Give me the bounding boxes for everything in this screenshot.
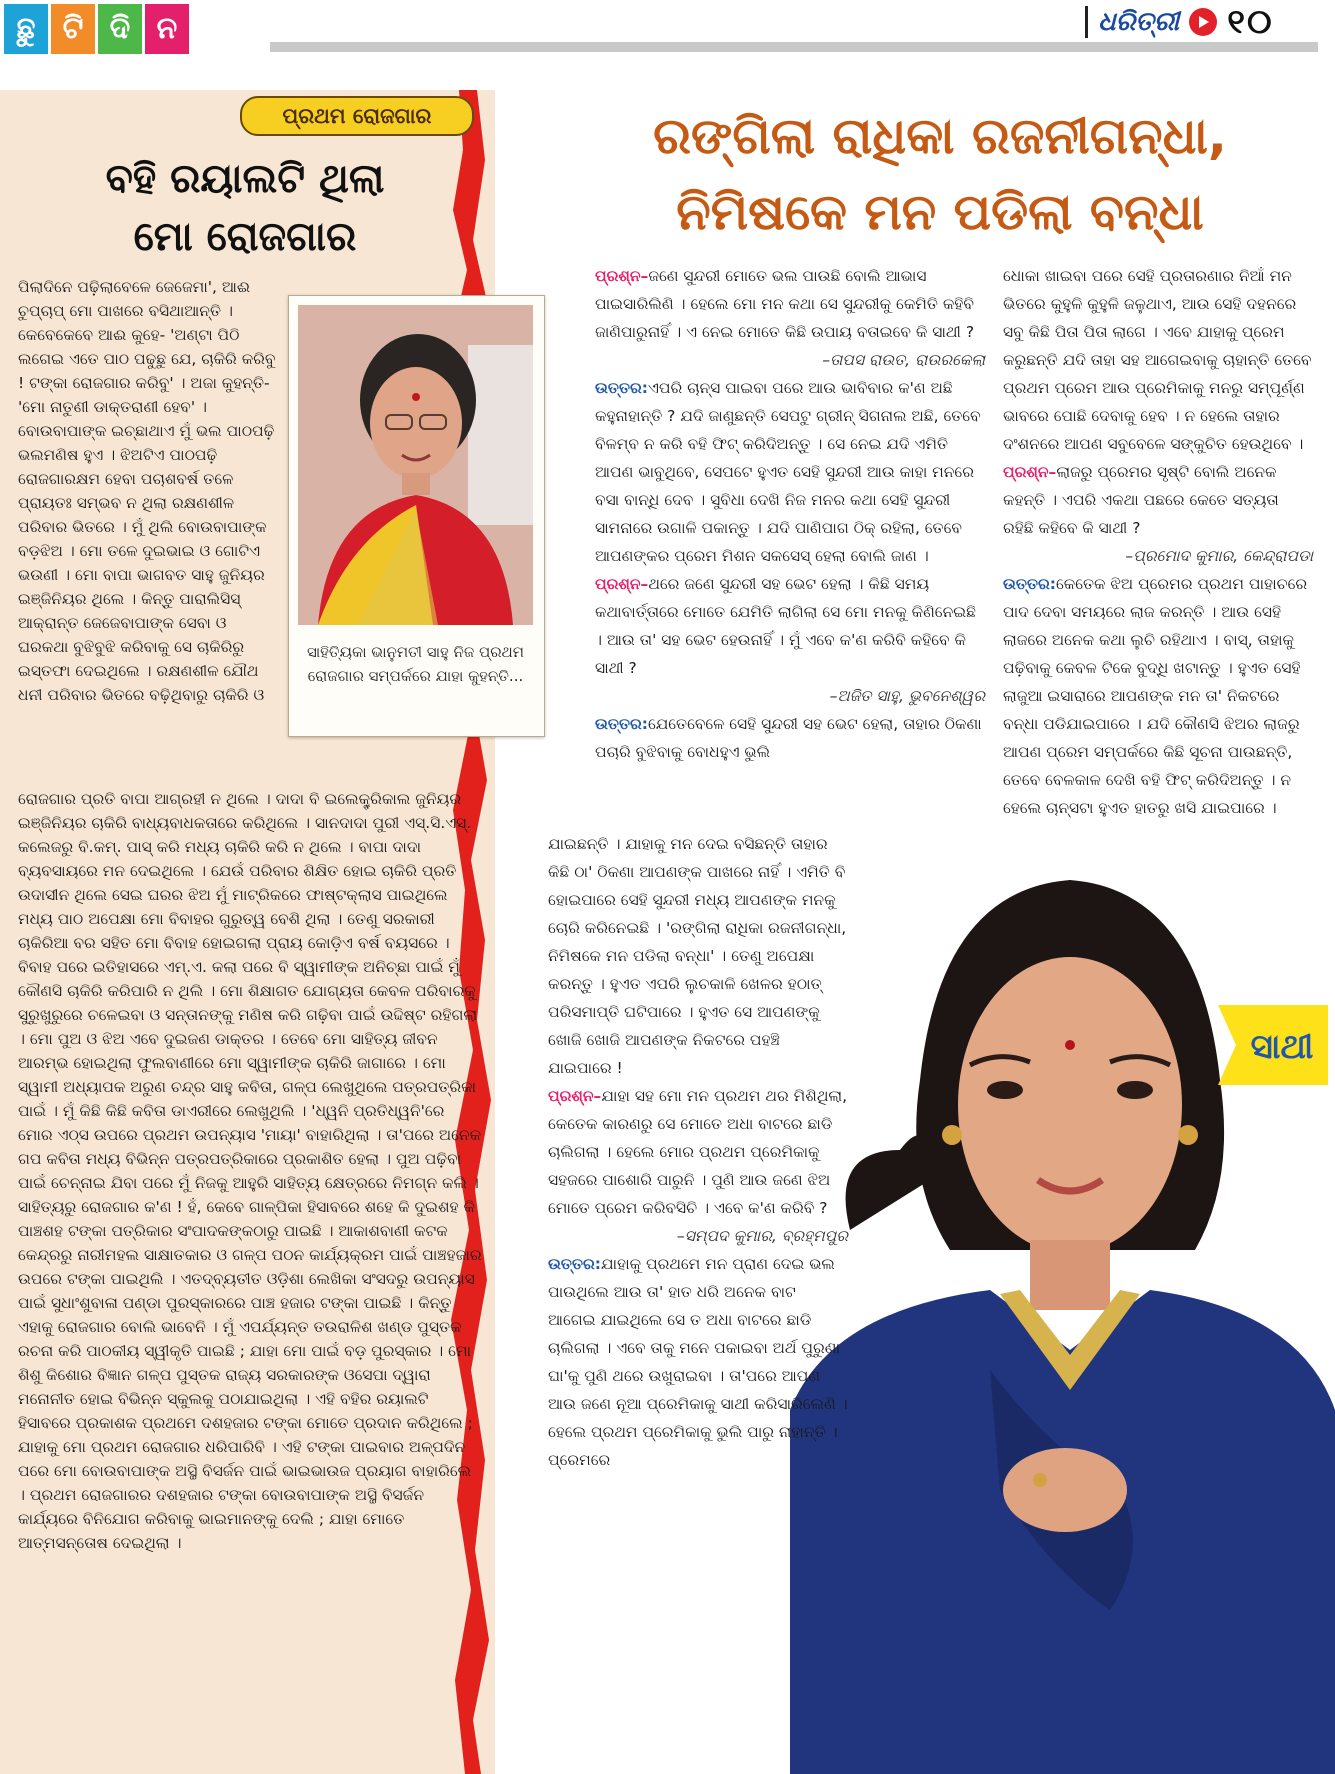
question-text: ଜଣେ ସୁନ୍ଦରୀ ମୋତେ ଭଲ ପାଉଛି ବୋଲି ଆଭାସ ପାଇସାରିଲିଣି । ହେଲେ ମୋ ମନ କଥା ସେ ସୁନ୍ଦରୀକୁ କେମିତି କହିବି ଜାଣିପାରୁନାହିଁ । ଏ ନେଇ ମୋତେ କିଛି ଉପାୟ ବତାଇବେ କି ସାଥୀ ? [595, 267, 975, 341]
header-rule [270, 42, 1318, 52]
answer-text: ଯାହାକୁ ପ୍ରଥମେ ମନ ପ୍ରାଣ ଦେଇ ଭଲ ପାଉଥିଲେ ଆଉ ତା' ହାତ ଧରି ଅନେକ ବାଟ ଆଗେଇ ଯାଇଥିଲେ ସେ ତ ଅଧା ବାଟରେ ଛାଡି ଚାଲିଗଲା । ଏବେ ତାକୁ ମନେ ପକାଇବା ଅର୍ଥ ପୁରୁଣା ଘା'କୁ ପୁଣି ଥରେ ଉଖୁରାଇବା । ତା'ପରେ ଆପଣ ଆଉ ଜଣେ ନୂଆ ପ୍ରେମିକାକୁ ସାଥୀ କରିସାରିଲେଣି । ହେଲେ ପ୍ରଥମ ପ୍ରେମିକାକୁ ଭୁଲି ପାରୁ ନାହାନ୍ତି । ପ୍ରେମରେ [548, 1255, 848, 1469]
answer-continuation: ଧୋକା ଖାଇବା ପରେ ସେହି ପ୍ରତାରଣାର ନିଆଁ ମନ ଭିତରେ କୁହୁଳି କୁହୁଳି ଜଳୁଥାଏ, ଆଉ ସେହି ଦହନରେ ସବୁ କିଛି ପିତା ପିତା ଲାଗେ । ଏବେ ଯାହାକୁ ପ୍ରେମ କରୁଛନ୍ତି ଯଦି ତାହା ସହ ଆଗେଇବାକୁ ଚାହାନ୍ତି ତେବେ ପ୍ରଥମ ପ୍ରେମ ଆଉ ପ୍ରେମିକାକୁ ମନରୁ ସମ୍ପୂର୍ଣ୍ଣ ଭାବରେ ପୋଛି ଦେବାକୁ ହେବ । ନ ହେଲେ ତାହାର ଦଂଶନରେ ଆପଣ ସବୁବେଳେ ସଙ୍କୁଚିତ ହେଉଥିବେ । [1003, 267, 1312, 453]
question-label: ପ୍ରଶ୍ନ– [1003, 463, 1057, 481]
qa-column [1003, 262, 1313, 822]
answer-label: ଉତ୍ତର: [595, 379, 648, 397]
question-signature: –ସମ୍ପଦ କୁମାର, ବ୍ରହ୍ମପୁର [676, 1227, 848, 1245]
answer-label: ଉତ୍ତର: [548, 1255, 601, 1273]
brand-logo: ଧରିତ୍ରୀ [1098, 6, 1180, 37]
question-text: ଲାଜରୁ ପ୍ରେମର ସୃଷ୍ଟି ବୋଲି ଅନେକ କହନ୍ତି । ଏପରି ଏକଥା ପଛରେ କେତେ ସତ୍ୟତା ରହିଛି କହିବେ କି ସାଥୀ ? [1003, 463, 1279, 537]
qa-column [595, 262, 985, 766]
question [548, 1082, 848, 1222]
answer [548, 1250, 848, 1474]
question [595, 570, 985, 682]
play-icon [1189, 8, 1217, 36]
main-headline-line: ନିମିଷକେ ମନ ପଡିଲା ବନ୍ଧା [676, 183, 1204, 241]
qa-column [548, 830, 848, 1474]
answer-label: ଉତ୍ତର: [1003, 575, 1056, 593]
brand-separator [1085, 6, 1088, 38]
section-tile: ଦି [98, 4, 142, 54]
portrait-caption: ସାହିତ୍ୟିକା ଭାନୁମତୀ ସାହୁ ନିଜ ପ୍ରଥମ ରୋଜଗାର ସମ୍ପର୍କରେ ଯାହା କୁହନ୍ତି... [306, 643, 524, 685]
answer [1003, 570, 1313, 822]
answer [595, 710, 985, 766]
question-label: ପ୍ରଶ୍ନ– [548, 1087, 602, 1105]
question-text: ଯାହା ସହ ମୋ ମନ ପ୍ରଥମ ଥର ମିଶିଥିଲା, କେତେକ କାରଣରୁ ସେ ମୋତେ ଅଧା ବାଟରେ ଛାଡି ଚାଲିଗଲା । ହେଲେ ମୋର ପ୍ରଥମ ପ୍ରେମିକାକୁ ସହଜରେ ପାଶୋରି ପାରୁନି । ପୁଣି ଆଉ ଜଣେ ଝିଅ ମୋତେ ପ୍ରେମ କରିବସିଚି । ଏବେ କ'ଣ କରିବି ? [548, 1087, 848, 1217]
author-portrait [298, 305, 533, 625]
question-signature: –ଅଜିତ ସାହୁ, ଭୁବନେଶ୍ୱର [829, 687, 985, 705]
answer [595, 374, 985, 570]
answer-text: ଏପରି ଚାନ୍ସ ପାଇବା ପରେ ଆଉ ଭାବିବାର କ'ଣ ଅଛି କହୁନାହାନ୍ତି ? ଯଦି ଜାଣୁଛନ୍ତି ସେପଟୁ ଗ୍ରୀନ୍ ସିଗନାଲ ଅଛି, ତେବେ ବିଳମ୍ବ ନ କରି ବହି ଫିଟ୍ କରିଦିଅନ୍ତୁ । ସେ ନେଇ ଯଦି ଏମିତି ଆପଣ ଭାବୁଥିବେ, ସେପଟେ ହୁଏତ ସେହି ସୁନ୍ଦରୀ ଆଉ କାହା ମନରେ ବସା ବାନ୍ଧି ଦେବ । ସୁବିଧା ଦେଖି ନିଜ ମନର କଥା ସେହି ସୁନ୍ଦରୀ ସାମନାରେ ଉଗାଳି ପକାନ୍ତୁ । ଯଦି ପାଣିପାଗ ଠିକ୍ ରହିଲା, ତେବେ ଆପଣଙ୍କର ପ୍ରେମ ମିଶନ ସକସେସ୍ ହେଲା ବୋଲି ଜାଣ । [595, 379, 981, 565]
left-headline-line: ବହି ରୟାଲଟି ଥିଲା [105, 156, 385, 202]
answer-label: ଉତ୍ତର: [595, 715, 648, 733]
answer-text: କେତେକ ଝିଅ ପ୍ରେମର ପ୍ରଥମ ପାହାଚରେ ପାଦ ଦେବା ସମୟରେ ଲାଜ କରନ୍ତି । ଆଉ ସେହି ଲାଜରେ ଅନେକ କଥା ଲୁଚି ରହିଥାଏ । ବାସ୍, ତାହାକୁ ପଢ଼ିବାକୁ କେବଳ ଟିକେ ବୁଦ୍ଧି ଖଟାନ୍ତୁ । ହୁଏତ ସେହି ଲାଜୁଆ ଇସାରାରେ ଆପଣଙ୍କ ମନ ତା' ନିକଟରେ ବନ୍ଧା ପଡିଯାଇପାରେ । ଯଦି କୌଣସି ଝିଅର ଲାଜରୁ ଆପଣ ପ୍ରେମ ସମ୍ପର୍କରେ କିଛି ସୂଚନା ପାଉଛନ୍ତି, ତେବେ ବେଳକାଳ ଦେଖି ବହି ଫିଟ୍ କରିଦିଅନ୍ତୁ । ନ ହେଲେ ଚାନ୍ସଟା ହୁଏତ ହାତରୁ ଖସି ଯାଇପାରେ । [1003, 575, 1308, 817]
left-body-text: ପିଲାଦିନେ ପଢ଼ିଲାବେଳେ ଜେଜେମା', ଆଈ ଚୁପ୍‌ଚାପ୍ ମୋ ପାଖରେ ବସିଥାଆନ୍ତି । କେବେକେବେ ଆଈ କୁହେ- 'ଅଣ୍ଟା ପିଠି ଲଗେଇ ଏତେ ପାଠ ପଢୁଛୁ ଯେ, ଚାକିରି କରିବୁ ! ଟଙ୍କା ରୋଜଗାର କରିବୁ' । ଅଜା କୁହନ୍ତି- 'ମୋ ନାତୁଣୀ ଡାକ୍ତରାଣୀ ହେବ' । ବୋଉବାପାଙ୍କ ଇଚ୍ଛାଥାଏ ମୁଁ ଭଲ ପାଠପଢ଼ି ଭଲମଣିଷ ହୁଏ । ଝିଅଟିଏ ପାଠପଢ଼ି ରୋଜଗାରକ୍ଷମ ହେବା ପଚାଶବର୍ଷ ତଳେ ପ୍ରାୟତଃ ସମ୍ଭବ ନ ଥିଲା ରକ୍ଷଣଶୀଳ ପରିବାର ଭିତରେ । ମୁଁ ଥିଲି ବୋଉବାପାଙ୍କ ବଡ଼ଝିଅ । ମୋ ତଳେ ଦୁଇଭାଇ ଓ ଗୋଟିଏ ଭଉଣୀ । ମୋ ବାପା ଭାଗବତ ସାହୁ ଜୁନିୟର ଇଞ୍ଜିନିୟର ଥିଲେ । କିନ୍ତୁ ପାରାଲିସିସ୍ ଆକ୍ରାନ୍ତ ଜେଜେବାପାଙ୍କ ସେବା ଓ ଘରକଥା ବୁଝିବୁଝି କରିବାକୁ ସେ ଚାକିରିରୁ ଇସ୍ତଫା ଦେଇଥିଲେ । ରକ୍ଷଣଶୀଳ ଯୌଥ ଧନୀ ପରିବାର ଭିତରେ ବଢ଼ିଥିବାରୁ ଚାକିରି ଓ [18, 278, 276, 704]
page-number: ୧୦ [1227, 2, 1274, 42]
question [595, 262, 985, 346]
question-text: ଥରେ ଜଣେ ସୁନ୍ଦରୀ ସହ ଭେଟ ହେଲା । କିଛି ସମୟ କଥାବାର୍ତ୍ତାରେ ମୋତେ ଯେମିତି ଲାଗିଲା ସେ ମୋ ମନକୁ କିଣିନେଇଛି । ଆଉ ତା' ସହ ଭେଟ ହେଉନାହିଁ । ମୁଁ ଏବେ କ'ଣ କରିବି କହିବେ କି ସାଥୀ ? [595, 575, 976, 677]
main-headline [560, 98, 1320, 250]
section-tag: ପ୍ରଥମ ରୋଜଗାର [240, 96, 474, 136]
brand-block [1085, 2, 1335, 42]
model-photo [790, 850, 1335, 1774]
answer-text: ଯେତେବେଳେ ସେହି ସୁନ୍ଦରୀ ସହ ଭେଟ ହେଲା, ତାହାର ଠିକଣା ପଚାରି ବୁଝିବାକୁ ବୋଧହୁଏ ଭୁଲି [595, 715, 982, 761]
question-label: ପ୍ରଶ୍ନ– [595, 575, 649, 593]
answer-continuation: ଯାଇଛନ୍ତି । ଯାହାକୁ ମନ ଦେଇ ବସିଛନ୍ତି ତାହାର କିଛି ଠା' ଠିକଣା ଆପଣଙ୍କ ପାଖରେ ନାହିଁ । ଏମିତି ବି ହୋଇପାରେ ସେହି ସୁନ୍ଦରୀ ମଧ୍ୟ ଆପଣଙ୍କ ମନକୁ ଚୋରି କରିନେଇଛି । 'ରଙ୍ଗିଲା ରାଧିକା ରଜନୀଗନ୍ଧା, ନିମିଷକେ ମନ ପଡିଲା ବନ୍ଧା' । ତେଣୁ ଅପେକ୍ଷା କରନ୍ତୁ । ହୁଏତ ଏପରି ଲୁଚକାଳି ଖେଳର ହଠାତ୍ ପରିସମାପ୍ତି ଘଟିପାରେ । ହୁଏତ ସେ ଆପଣଙ୍କୁ ଖୋଜି ଖୋଜି ଆପଣଙ୍କ ନିକଟରେ ପହଞ୍ଚି ଯାଇପାରେ ! [548, 835, 847, 1077]
sathi-badge-label: ସାଥୀ [1250, 1027, 1314, 1067]
section-tile: ନ [145, 4, 189, 54]
question-label: ପ୍ରଶ୍ନ– [595, 267, 649, 285]
section-tile: ଛୁ [4, 4, 48, 54]
section-title [4, 4, 189, 54]
left-headline [10, 150, 480, 266]
question [1003, 458, 1313, 542]
main-headline-line: ରଙ୍ଗିଲା ରାଧିକା ରଜନୀଗନ୍ଧା, [653, 107, 1227, 165]
question-signature: –ତାପସ ରାଉତ, ରାଉରକେଲା [822, 351, 985, 369]
left-headline-line: ମୋ ରୋଜଗାର [133, 214, 357, 260]
section-tile: ଟି [51, 4, 95, 54]
left-body-text: ରୋଜଗାର ପ୍ରତି ବାପା ଆଗ୍ରହୀ ନ ଥିଲେ । ଦାଦା ବି ଇଲେକ୍ଟ୍ରିକାଲ ଜୁନିୟର ଇଞ୍ଜିନିୟର ଚାକିରି ବାଧ୍ୟବାଧକତାରେ କରିଥିଲେ । ସାନଦାଦା ପୁରୀ ଏସ୍.ସି.ଏସ୍. କଲେଜରୁ ବି.କମ୍. ପାସ୍ କରି ମଧ୍ୟ ଚାକିରି କରି ନ ଥିଲେ । ବାପା ଦାଦା ବ୍ୟବସାୟରେ ମନ ଦେଇଥିଲେ । ଯେଉଁ ପରିବାର ଶିକ୍ଷିତ ହୋଇ ଚାକିରି ପ୍ରତି ଉଦାସୀନ ଥିଲେ ସେଇ ଘରର ଝିଅ ମୁଁ ମାଟ୍ରିକରେ ଫାଷ୍ଟକ୍ଲାସ ପାଇଥିଲେ ମଧ୍ୟ ପାଠ ଅପେକ୍ଷା ମୋ ବିବାହର ଗୁରୁତ୍ୱ ବେଶି ଥିଲା । ତେଣୁ ସରକାରୀ ଚାକିରିଆ ବର ସହିତ ମୋ ବିବାହ ହୋଇଗଲା ପ୍ରାୟ କୋଡ଼ିଏ ବର୍ଷ ବୟସରେ । ବିବାହ ପରେ ଇତିହାସରେ ଏମ୍.ଏ. କଲା ପରେ ବି ସ୍ୱାମୀଙ୍କ ଅନିଚ୍ଛା ପାଇଁ ମୁଁ କୌଣସି ଚାକିରି କରିପାରି ନ ଥିଲି । ମୋ ଶିକ୍ଷାଗତ ଯୋଗ୍ୟତା କେବଳ ପରିବାରକୁ ସୁରୁଖୁରୁରେ ଚଳେଇବା ଓ ସନ୍ତାନଙ୍କୁ ମଣିଷ କରି ଗଢ଼ିବା ପାଇଁ ଉଦ୍ଦିଷ୍ଟ ରହିଗଲା । ମୋ ପୁଅ ଓ ଝିଅ ଏବେ ଦୁଇଜଣ ଡାକ୍ତର । ତେବେ ମୋ ସାହିତ୍ୟ ଜୀବନ ଆରମ୍ଭ ହୋଇଥିଲା ଫୁଲବାଣୀରେ ମୋ ସ୍ୱାମୀଙ୍କ ଚାକିରି ଜାଗାରେ । ମୋ ସ୍ୱାମୀ ଅଧ୍ୟାପକ ଅରୁଣ ଚନ୍ଦ୍ର ସାହୁ କବିତା, ଗଳ୍ପ ଲେଖୁଥିଲେ ପତ୍ରପତ୍ରିକା ପାଇଁ । ମୁଁ କିଛି କିଛି କବିତା ଡାଏରୀରେ ଲେଖୁଥିଲି । 'ଧ୍ୱନି ପ୍ରତିଧ୍ୱନି'ରେ ମୋର ଏଠ୍ସ ଉପରେ ପ୍ରଥମ ଉପନ୍ୟାସ 'ମାୟା' ବାହାରିଥିଲା । ତା'ପରେ ଅନେକ ଗପ କବିତା ମଧ୍ୟ ବିଭିନ୍ନ ପତ୍ରପତ୍ରିକାରେ ପ୍ରକାଶିତ ହେଲା । ପୁଅ ପଢ଼ିବା ପାଇଁ ଚେନ୍ନାଇ ଯିବା ପରେ ମୁଁ ନିଜକୁ ଆହୁରି ସାହିତ୍ୟ କ୍ଷେତ୍ରରେ ନିମଗ୍ନ କଲି । ସାହିତ୍ୟରୁ ରୋଜଗାର କ'ଣ ! ହଁ, କେବେ ଗାଳ୍ପିକା ହିସାବରେ ଶହେ କି ଦୁଇଶହ କି ପାଞ୍ଚଶହ ଟଙ୍କା ପତ୍ରିକାର ସଂପାଦକଙ୍କଠାରୁ ପାଇଛି । ଆକାଶବାଣୀ କଟକ କେନ୍ଦ୍ରରୁ ନାରୀମହଲ ସାକ୍ଷାତକାର ଓ ଗଳ୍ପ ପଠନ କାର୍ଯ୍ୟକ୍ରମ ପାଇଁ ପାଞ୍ଚହଜାର ଉପରେ ଟଙ୍କା ପାଇଥିଲି । ଏତଦ୍‌ବ୍ୟତୀତ ଓଡ଼ିଶା ଲେଖିକା ସଂସଦରୁ ଉପନ୍ୟାସ ପାଇଁ ସୁଧାଂଶୁବାଳା ପଣ୍ଡା ପୁରସ୍କାରରେ ପାଞ୍ଚ ହଜାର ଟଙ୍କା ପାଇଛି । କିନ୍ତୁ ଏହାକୁ ରୋଜଗାର ବୋଲି ଭାବେନି । ମୁଁ ଏପର୍ଯ୍ୟନ୍ତ ତଉରାଳିଶ ଖଣ୍ଡ ପୁସ୍ତକ ରଚନା କରି ପାଠକୀୟ ସ୍ୱୀକୃତି ପାଇଛି ; ଯାହା ମୋ ପାଇଁ ବଡ଼ ପୁରସ୍କାର । ମୋ ଶିଶୁ କିଶୋର ବିଜ୍ଞାନ ଗଳ୍ପ ପୁସ୍ତକ ରାଜ୍ୟ ସରକାରଙ୍କ ଓସେପା ଦ୍ୱାରା ମନୋନୀତ ହୋଇ ବିଭିନ୍ନ ସ୍କୁଲକୁ ପଠାଯାଇଥିଲା । ଏହି ବହିର ରୟାଲଟି ହିସାବରେ ପ୍ରକାଶକ ପ୍ରଥମେ ଦଶହଜାର ଟଙ୍କା ମୋତେ ପ୍ରଦାନ କରିଥିଲେ ; ଯାହାକୁ ମୋ ପ୍ରଥମ ରୋଜଗାର ଧରିପାରିବି । ଏହି ଟଙ୍କା ପାଇବାର ଅଳ୍ପଦିନ ପରେ ମୋ ବୋଉବାପାଙ୍କ ଅସ୍ଥି ବିସର୍ଜନ ପାଇଁ ଭାଇଭାଉଜ ପ୍ରୟାଗ ବାହାରିଲେ । ପ୍ରଥମ ରୋଜଗାରର ଦଶହଜାର ଟଙ୍କା ବୋଉବାପାଙ୍କ ଅସ୍ଥି ବିସର୍ଜନ କାର୍ଯ୍ୟରେ ବିନିଯୋଗ କରିବାକୁ ଭାଇମାନଙ୍କୁ ଦେଲି ; ଯାହା ମୋତେ ଆତ୍ମସନ୍ତୋଷ ଦେଇଥିଲା । [18, 790, 482, 1552]
question-signature: –ପ୍ରମୋଦ କୁମାର, କେନ୍ଦ୍ରାପଡା [1125, 547, 1313, 565]
